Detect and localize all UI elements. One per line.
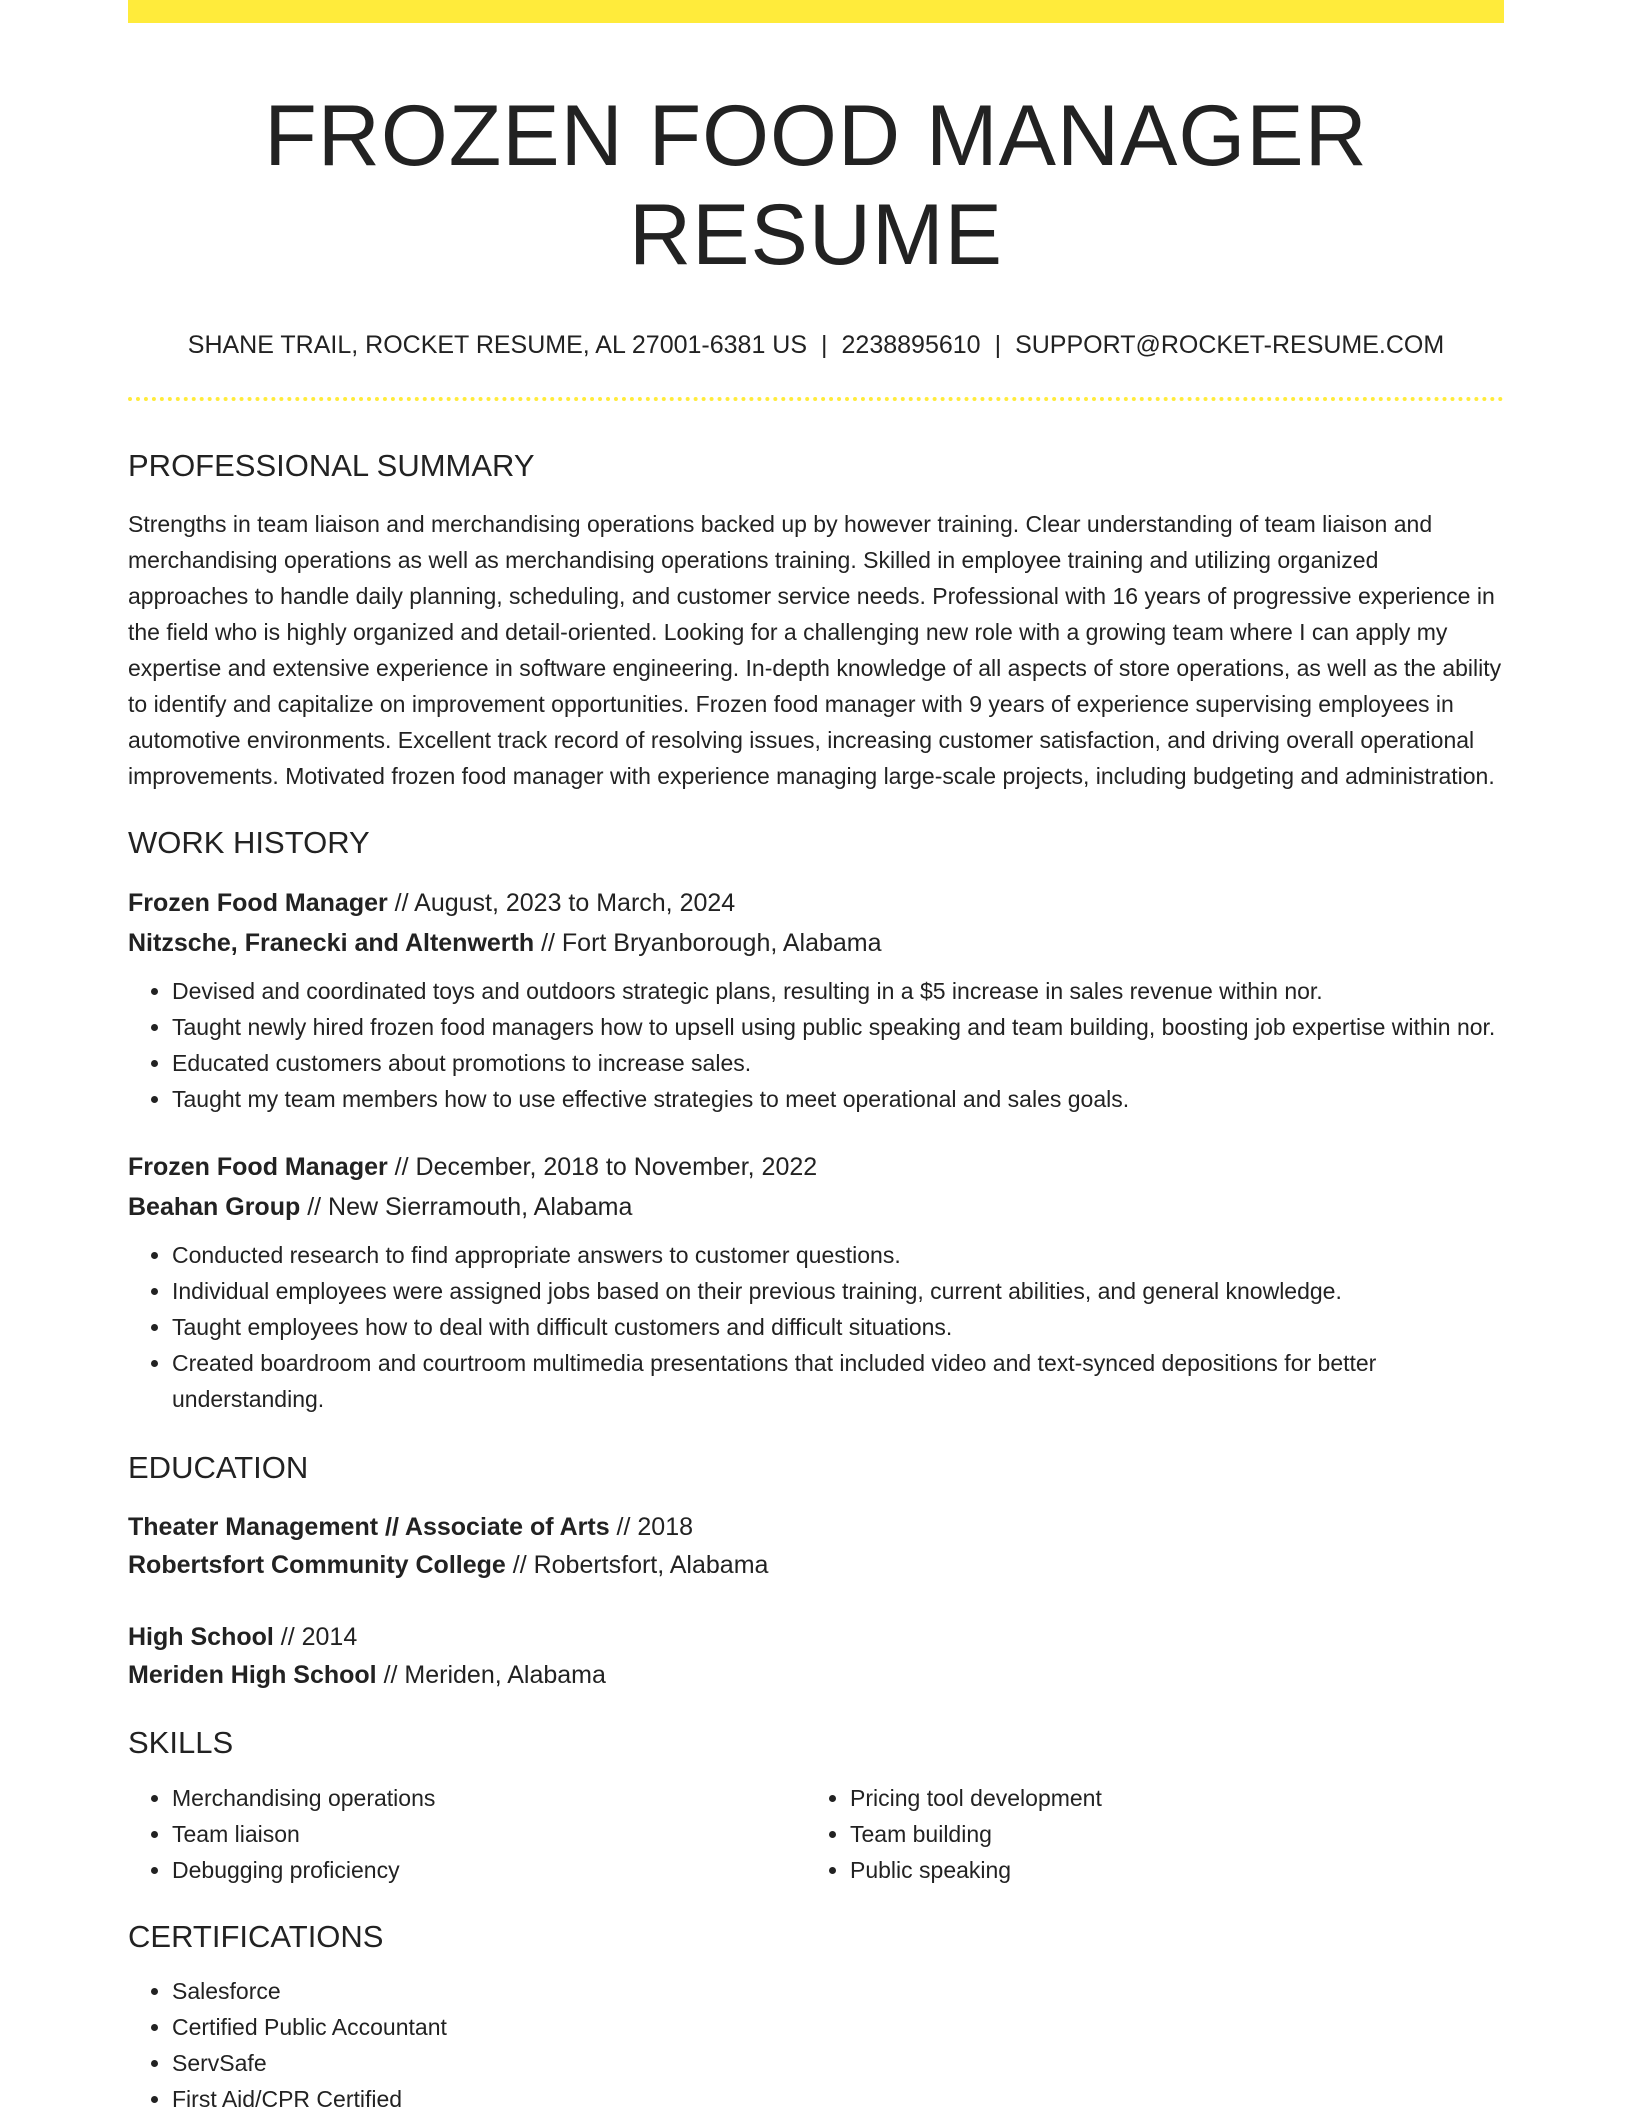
skill-item: • Pricing tool development <box>850 1780 1484 1816</box>
job-company: Beahan Group <box>128 1193 301 1222</box>
contact-address: SHANE TRAIL, ROCKET RESUME, AL 27001-6381 US <box>187 330 808 359</box>
job-bullet: • Individual employees were assigned jobs based on their previous training, current abilities, and general knowledge. <box>172 1273 1504 1309</box>
job-company-line <box>128 923 1504 963</box>
education-degree-line <box>128 1508 1504 1546</box>
education-location: // Robertsfort, Alabama <box>505 1551 769 1580</box>
job-title-line <box>128 883 1504 923</box>
education-degree-line <box>128 1618 1504 1656</box>
job-bullet: • Educated customers about promotions to increase sales. <box>172 1045 1504 1081</box>
resume-title: FROZEN FOOD MANAGER RESUME <box>264 88 1368 283</box>
job-title: Frozen Food Manager <box>128 1153 388 1182</box>
contact-phone: 2238895610 <box>841 330 981 359</box>
dotted-divider <box>128 397 1504 401</box>
skills-grid <box>128 1780 1504 1888</box>
job-bullet: • Conducted research to find appropriate answers to customer questions. <box>172 1237 1504 1273</box>
certification-item: • ServSafe <box>172 2045 1504 2081</box>
job-bullets <box>128 1237 1504 1417</box>
job-location: // New Sierramouth, Alabama <box>300 1193 633 1222</box>
contact-line <box>128 330 1504 360</box>
education-year: // 2018 <box>609 1513 694 1542</box>
summary-heading: PROFESSIONAL SUMMARY <box>128 447 535 483</box>
job-title-line <box>128 1147 1504 1187</box>
job-location: // Fort Bryanborough, Alabama <box>534 929 882 958</box>
education-year: // 2014 <box>273 1623 358 1652</box>
certification-item: • First Aid/CPR Certified <box>172 2081 1504 2117</box>
education-location: // Meriden, Alabama <box>376 1661 606 1690</box>
education-degree: Theater Management // Associate of Arts <box>128 1513 610 1542</box>
work-history-heading: WORK HISTORY <box>128 824 370 860</box>
job-bullet: • Created boardroom and courtroom multimedia presentations that included video and text-synced depositions for better understanding. <box>172 1345 1504 1417</box>
certification-item: • Certified Public Accountant <box>172 2009 1504 2045</box>
accent-top-bar <box>128 0 1504 23</box>
certifications-list <box>128 1973 1504 2117</box>
job-bullet: • Taught newly hired frozen food managers how to upsell using public speaking and team building, boosting job expertise within nor. <box>172 1009 1504 1045</box>
resume-page <box>128 0 1504 2117</box>
education-entry <box>128 1618 1504 1694</box>
contact-separator: | <box>821 330 828 359</box>
contact-email: SUPPORT@ROCKET-RESUME.COM <box>1015 330 1445 359</box>
job-company-line <box>128 1187 1504 1227</box>
job-dates: // August, 2023 to March, 2024 <box>387 889 736 918</box>
job-bullets <box>128 973 1504 1117</box>
skills-column-right <box>806 1780 1484 1888</box>
skills-column-left <box>128 1780 806 1888</box>
skill-item: • Team liaison <box>172 1816 806 1852</box>
job-bullet: • Taught my team members how to use effective strategies to meet operational and sales goals. <box>172 1081 1504 1117</box>
contact-separator: | <box>994 330 1002 359</box>
skill-item: • Public speaking <box>850 1852 1484 1888</box>
job-title: Frozen Food Manager <box>128 889 388 918</box>
education-school: Meriden High School <box>128 1661 377 1690</box>
education-school-line <box>128 1546 1504 1584</box>
skill-item: • Merchandising operations <box>172 1780 806 1816</box>
education-entry <box>128 1508 1504 1584</box>
job-bullet: • Devised and coordinated toys and outdoors strategic plans, resulting in a $5 increase in sales revenue within nor. <box>172 973 1504 1009</box>
skill-item: • Debugging proficiency <box>172 1852 806 1888</box>
summary-text: Strengths in team liaison and merchandising operations backed up by however training. Clear understanding of team liaison and merchandising operations as well as merchandising operations training. Skilled in employee training and utilizing organized approaches to handle daily planning, scheduling, and customer service needs. Professional with 16 years of progressive experience in the field who is highly organized and detail-oriented. Looking for a challenging new role with a growing team where I can apply my expertise and extensive experience in software engineering. In-depth knowledge of all aspects of store operations, as well as the ability to identify and capitalize on improvement opportunities. Frozen food manager with 9 years of experience supervising employees in automotive environments. Excellent track record of resolving issues, increasing customer satisfaction, and driving overall operational improvements. Motivated frozen food manager with experience managing large-scale projects, including budgeting and administration. <box>128 510 1502 789</box>
certification-item: • Salesforce <box>172 1973 1504 2009</box>
education-school: Robertsfort Community College <box>128 1551 506 1580</box>
certifications-heading: CERTIFICATIONS <box>128 1918 384 1954</box>
education-degree: High School <box>128 1623 274 1652</box>
job-bullet: • Taught employees how to deal with difficult customers and difficult situations. <box>172 1309 1504 1345</box>
job-dates: // December, 2018 to November, 2022 <box>387 1153 818 1182</box>
skill-item: • Team building <box>850 1816 1484 1852</box>
education-school-line <box>128 1656 1504 1694</box>
job-entry <box>128 1147 1504 1417</box>
skills-heading: SKILLS <box>128 1725 234 1761</box>
job-company: Nitzsche, Franecki and Altenwerth <box>128 929 535 958</box>
job-entry <box>128 883 1504 1117</box>
education-heading: EDUCATION <box>128 1450 309 1486</box>
